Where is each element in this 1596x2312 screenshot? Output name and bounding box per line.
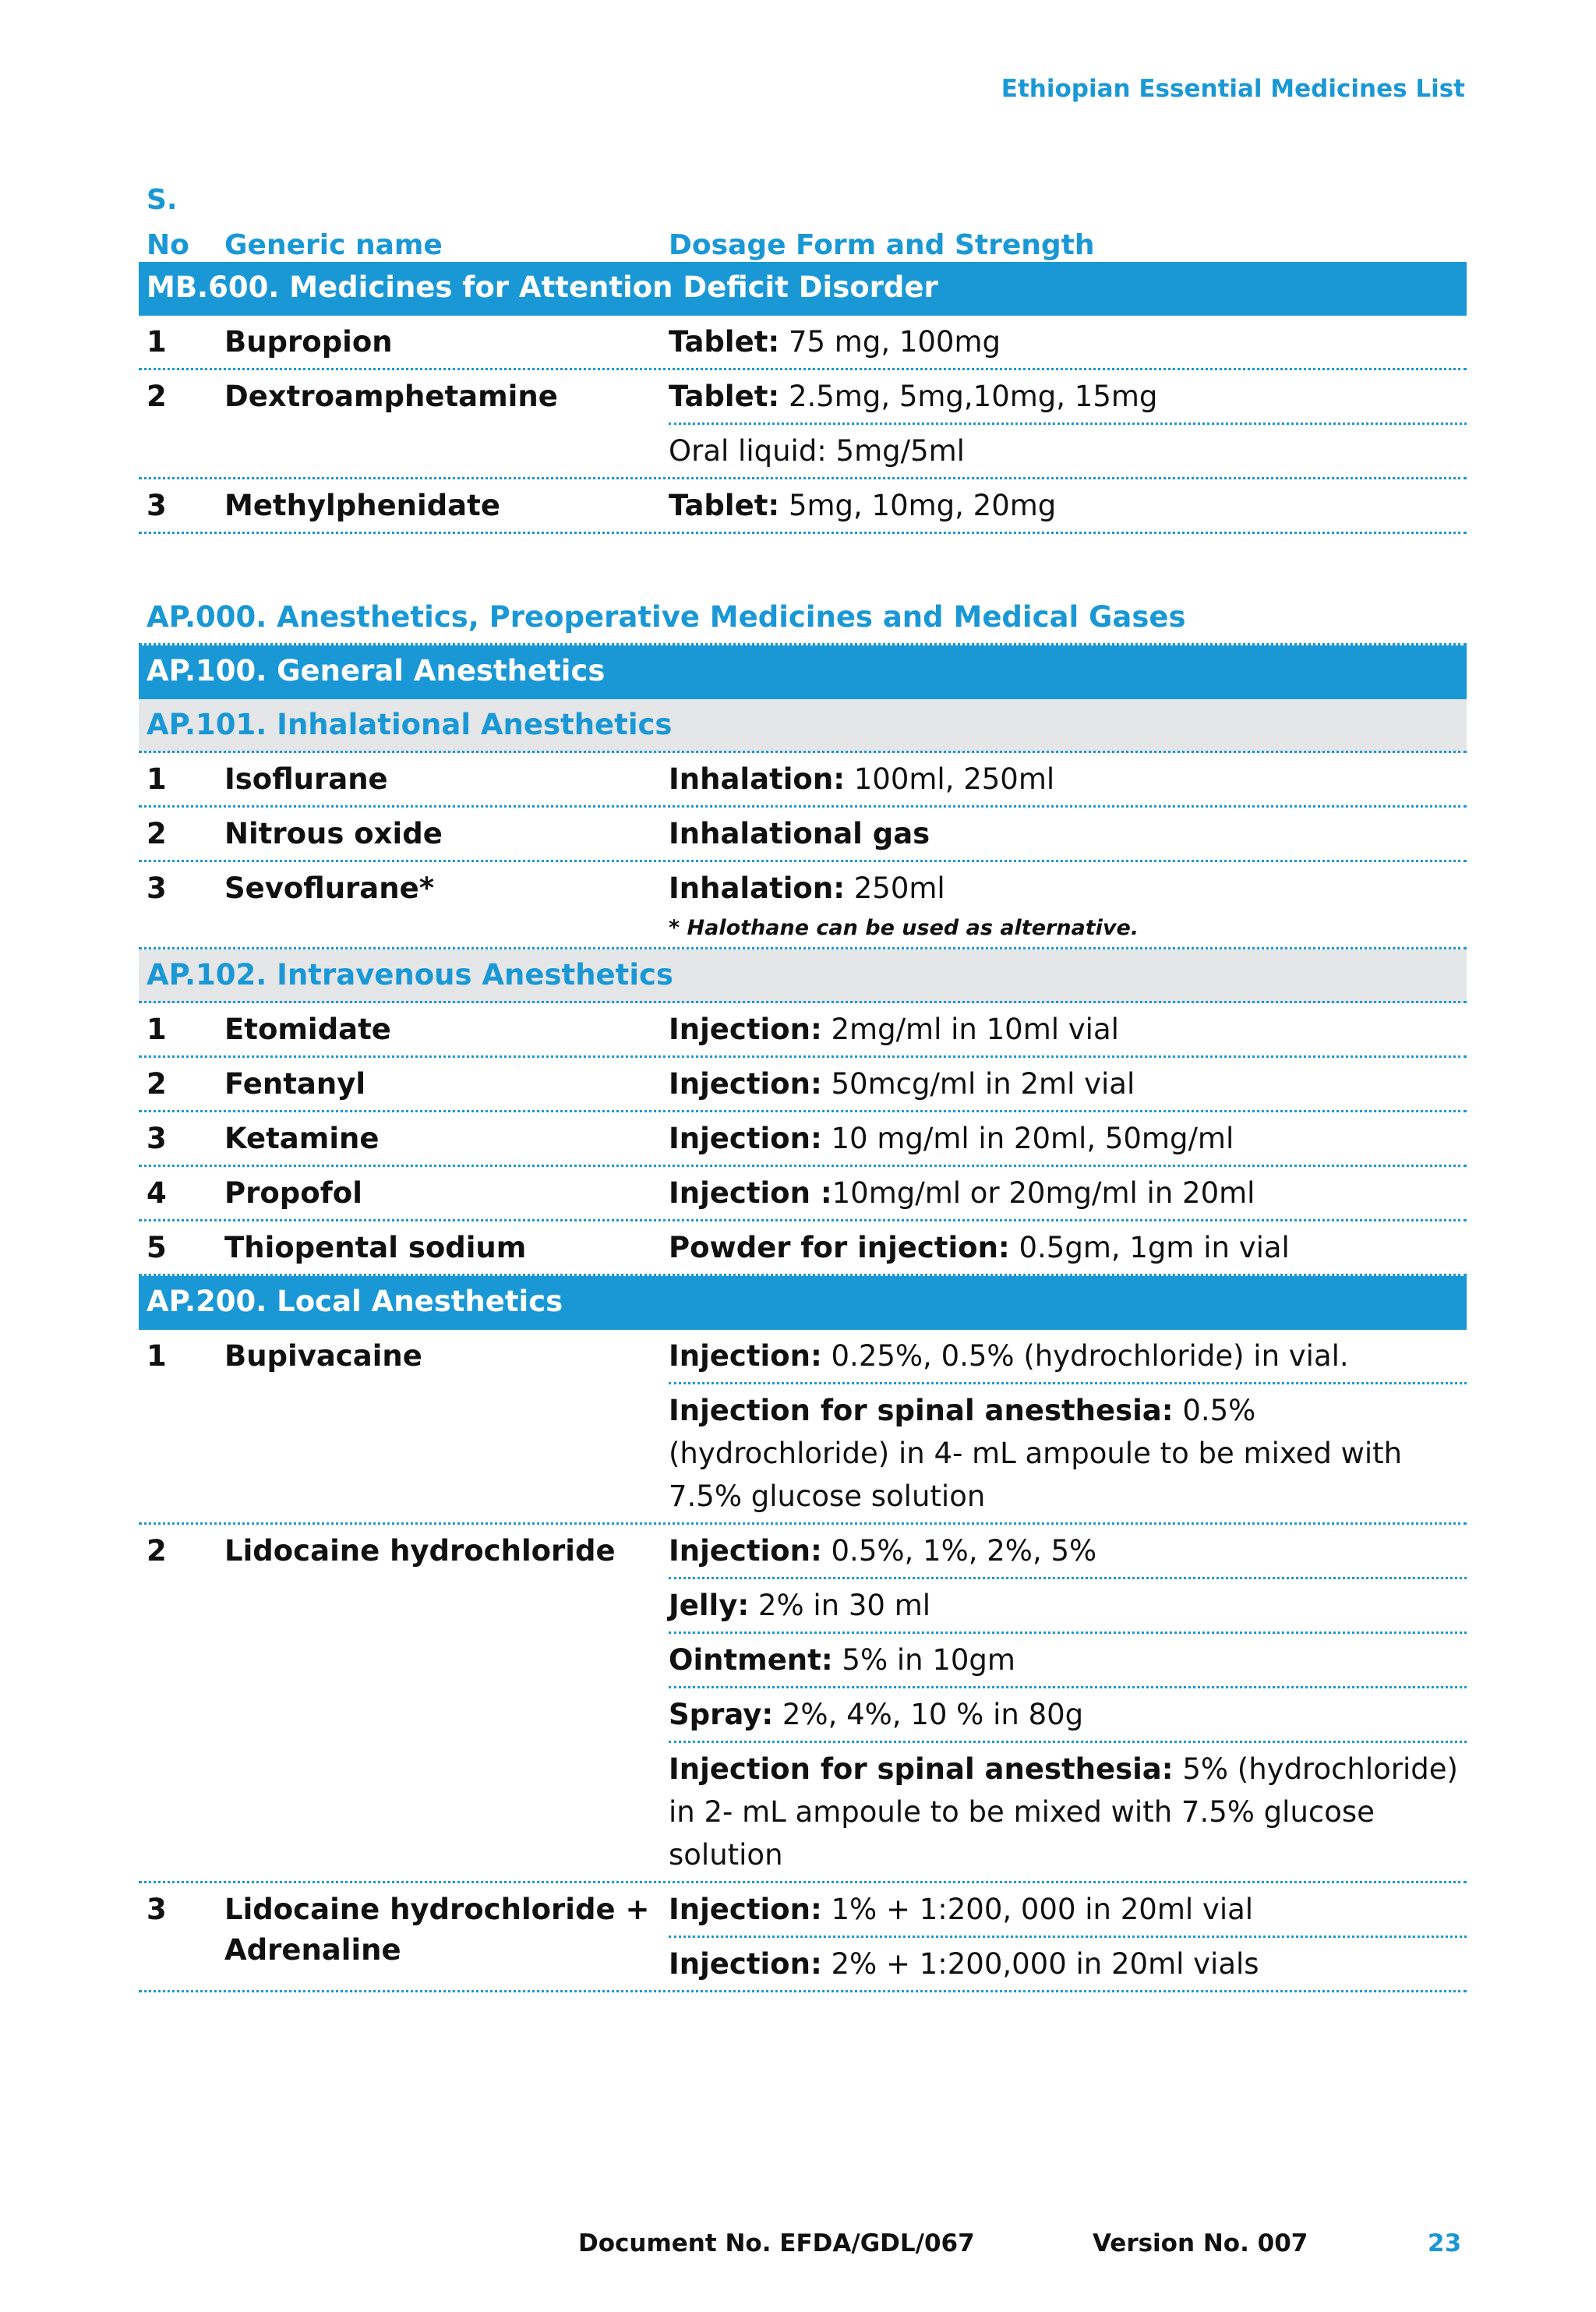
dosage-form-label: Injection: [669, 1534, 822, 1568]
dosage-form-entry [669, 1384, 1467, 1522]
dosage-form-label: Inhalation: [669, 762, 845, 796]
col-generic-header: Generic name [224, 229, 443, 261]
dosage-form-strength: 2.5mg, 5mg,10mg, 15mg [779, 380, 1158, 413]
dosage-form-strength: Oral liquid: 5mg/5ml [669, 434, 965, 468]
row-number: 1 [147, 762, 167, 796]
dosage-form-label: Injection : [669, 1176, 832, 1210]
generic-name: Ketamine [224, 1122, 380, 1155]
table-row [139, 1525, 1467, 1883]
table-row [139, 753, 1467, 808]
dosage-form-entry [669, 370, 1467, 425]
footer-version: Version No. 007 [1093, 2229, 1308, 2257]
dosage-form-label: Injection: [669, 1893, 822, 1926]
col-dosage-header: Dosage Form and Strength [669, 229, 1095, 261]
dosage-form-strength: 2mg/ml in 10ml vial [821, 1013, 1119, 1046]
dosage-form-strength: 10mg/ml or 20mg/ml in 20ml [832, 1176, 1255, 1210]
dosage-forms [669, 753, 1467, 805]
row-number: 3 [147, 489, 167, 522]
table-row [139, 1112, 1467, 1167]
dosage-form-entry [669, 316, 1467, 368]
section-ap100-title: AP.100. General Anesthetics [139, 645, 1467, 699]
row-number: 2 [147, 817, 167, 850]
section-ap102-rows [139, 1003, 1467, 1276]
table-row [139, 1883, 1467, 1992]
table-row [139, 370, 1467, 479]
section-mb600-rows [139, 316, 1467, 534]
dosage-form-entry [669, 1688, 1467, 1743]
generic-name: Bupropion [224, 325, 393, 359]
dosage-form-strength: 5% (hydrochloride) in 2- mL ampoule to be mixed with 7.5% glucose solution [669, 1752, 1458, 1872]
dosage-form-entry [669, 1525, 1467, 1579]
dosage-form-strength: 0.5%, 1%, 2%, 5% [821, 1534, 1097, 1568]
dosage-forms [669, 1112, 1467, 1165]
dosage-form-entry [669, 1167, 1467, 1219]
col-sno-header [147, 178, 189, 268]
table-row [139, 479, 1467, 534]
generic-name: Dextroamphetamine [224, 380, 558, 413]
dosage-form-entry [669, 1634, 1467, 1688]
section-ap101-rows [139, 753, 1467, 949]
dosage-form-strength: 50mcg/ml in 2ml vial [821, 1067, 1135, 1101]
dosage-form-entry [669, 1330, 1467, 1384]
dosage-form-entry [669, 1112, 1467, 1165]
dosage-form-label: Tablet: [669, 325, 780, 359]
dosage-form-strength: 2% + 1:200,000 in 20ml vials [821, 1947, 1259, 1981]
sno-line2: No [147, 229, 189, 261]
generic-name: Sevoflurane* [224, 871, 435, 905]
dosage-form-label: Tablet: [669, 489, 780, 522]
dosage-forms [669, 1167, 1467, 1219]
row-number: 2 [147, 380, 167, 413]
table-row [139, 808, 1467, 862]
row-number: 1 [147, 1339, 167, 1373]
dosage-form-strength: 5% in 10gm [832, 1643, 1015, 1677]
column-headers [139, 178, 1467, 262]
dosage-forms [669, 1883, 1467, 1990]
row-number: 4 [147, 1176, 167, 1210]
generic-name: Isoflurane [224, 762, 388, 796]
dosage-form-entry [669, 425, 1467, 477]
dosage-form-strength: 0.5gm, 1gm in vial [1009, 1231, 1290, 1264]
generic-name: Lidocaine hydrochloride + Adrenaline [224, 1893, 650, 1967]
dosage-form-label: Ointment: [669, 1643, 833, 1677]
dosage-form-label: Injection: [669, 1013, 822, 1046]
document-header-title: Ethiopian Essential Medicines List [1001, 75, 1465, 103]
row-number: 3 [147, 1122, 167, 1155]
table-row [139, 1003, 1467, 1058]
footnote: * Halothane can be used as alternative. [669, 916, 1139, 940]
row-number: 5 [147, 1231, 167, 1264]
dosage-forms [669, 1058, 1467, 1110]
dosage-form-entry [669, 1883, 1467, 1938]
dosage-form-strength: 100ml, 250ml [845, 762, 1055, 796]
dosage-form-entry [669, 479, 1467, 532]
row-number: 3 [147, 1893, 167, 1926]
row-number: 1 [147, 325, 167, 359]
section-ap101-title: AP.101. Inhalational Anesthetics [139, 699, 1467, 753]
dosage-form-strength: 2%, 4%, 10 % in 80g [773, 1698, 1084, 1731]
table-row [139, 1167, 1467, 1221]
generic-name: Lidocaine hydrochloride [224, 1534, 616, 1568]
dosage-form-label: Spray: [669, 1698, 774, 1731]
table-row [139, 1058, 1467, 1112]
dosage-form-label: Injection: [669, 1067, 822, 1101]
section-ap200-title: AP.200. Local Anesthetics [139, 1276, 1467, 1330]
dosage-form-entry [669, 1579, 1467, 1634]
dosage-forms [669, 808, 1467, 860]
generic-name: Thiopental sodium [224, 1231, 527, 1264]
dosage-form-label: Injection: [669, 1339, 822, 1373]
generic-name: Nitrous oxide [224, 817, 443, 850]
dosage-form-strength: 10 mg/ml in 20ml, 50mg/ml [821, 1122, 1234, 1155]
dosage-forms [669, 1330, 1467, 1522]
dosage-form-label: Jelly: [669, 1589, 750, 1622]
section-mb600-title: MB.600. Medicines for Attention Deficit Disorder [139, 262, 1467, 316]
row-number: 1 [147, 1013, 167, 1046]
footer-page-number: 23 [1428, 2229, 1462, 2257]
dosage-form-label: Injection for spinal anesthesia: [669, 1752, 1174, 1786]
dosage-form-entry [669, 1938, 1467, 1990]
dosage-form-strength: 0.25%, 0.5% (hydrochloride) in vial. [821, 1339, 1349, 1373]
generic-name: Propofol [224, 1176, 362, 1210]
dosage-form-strength: 1% + 1:200, 000 in 20ml vial [821, 1893, 1254, 1926]
dosage-form-label: Injection: [669, 1122, 822, 1155]
generic-name: Bupivacaine [224, 1339, 422, 1373]
dosage-form-label: Inhalation: [669, 871, 845, 905]
table-row [139, 1330, 1467, 1525]
dosage-form-strength: 2% in 30 ml [749, 1589, 931, 1622]
row-number: 3 [147, 871, 167, 905]
sno-line1: S. [147, 184, 178, 216]
dosage-form-label: Powder for injection: [669, 1231, 1010, 1264]
dosage-form-label: Injection: [669, 1947, 822, 1981]
section-ap102-title: AP.102. Intravenous Anesthetics [139, 949, 1467, 1003]
dosage-form-entry [669, 1743, 1467, 1881]
dosage-forms [669, 862, 1467, 947]
dosage-forms [669, 1003, 1467, 1055]
table-row [139, 1221, 1467, 1276]
table-row [139, 862, 1467, 949]
dosage-form-entry [669, 1058, 1467, 1110]
dosage-forms [669, 316, 1467, 368]
generic-name: Fentanyl [224, 1067, 366, 1101]
row-number: 2 [147, 1534, 167, 1568]
dosage-form-label: Inhalational gas [669, 817, 930, 850]
dosage-form-entry [669, 862, 1467, 914]
dosage-form-entry [669, 753, 1467, 805]
generic-name: Methylphenidate [224, 489, 500, 522]
dosage-form-strength: 75 mg, 100mg [779, 325, 1001, 359]
row-number: 2 [147, 1067, 167, 1101]
table-row [139, 316, 1467, 370]
dosage-form-label: Tablet: [669, 380, 780, 413]
generic-name: Etomidate [224, 1013, 391, 1046]
dosage-forms [669, 479, 1467, 532]
dosage-form-label: Injection for spinal anesthesia: [669, 1394, 1174, 1427]
section-ap200-rows [139, 1330, 1467, 1992]
dosage-form-strength: 5mg, 10mg, 20mg [779, 489, 1057, 522]
footer-document-number: Document No. EFDA/GDL/067 [578, 2229, 975, 2257]
dosage-form-strength: 0.5% (hydrochloride) in 4- mL ampoule to be mixed with 7.5% glucose solution [669, 1394, 1403, 1513]
dosage-form-entry [669, 1003, 1467, 1055]
dosage-forms [669, 1525, 1467, 1881]
medicines-table [139, 178, 1467, 1992]
section-ap000-title: AP.000. Anesthetics, Preoperative Medicines and Medical Gases [139, 592, 1467, 645]
dosage-form-entry [669, 808, 1467, 860]
dosage-form-entry [669, 1221, 1467, 1274]
dosage-forms [669, 370, 1467, 477]
dosage-form-strength: 250ml [845, 871, 945, 905]
dosage-forms [669, 1221, 1467, 1274]
